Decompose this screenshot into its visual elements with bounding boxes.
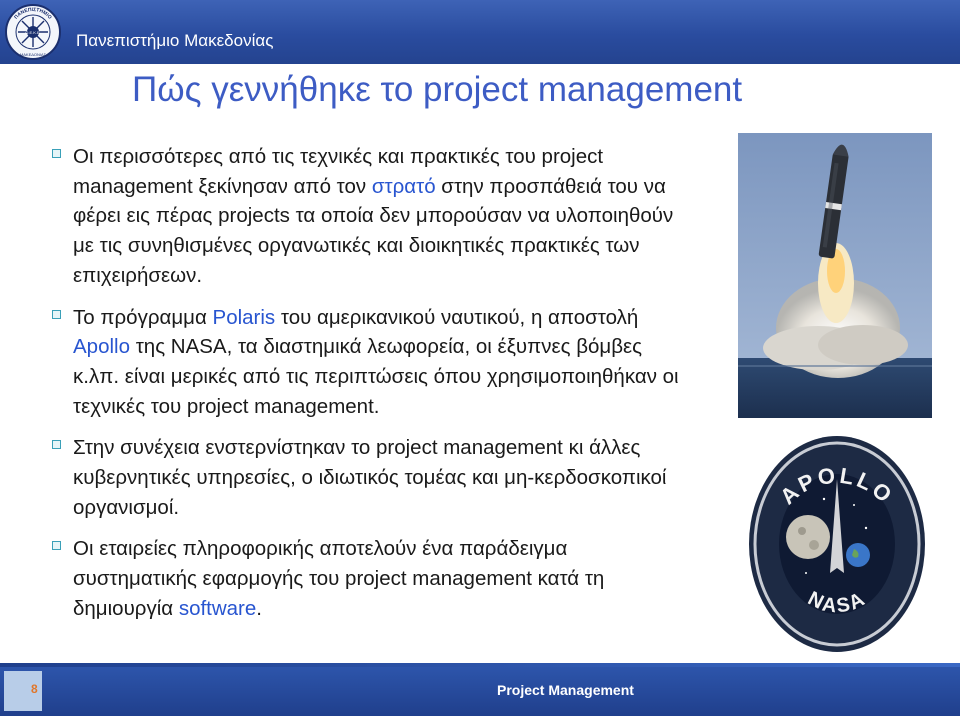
apollo-patch-photo: [746, 433, 928, 655]
seal-top-text: ΠΑΝΕΠΙΣΤΗΜΙΟ: [13, 6, 53, 21]
footer-title: Project Management: [497, 682, 634, 698]
highlight-word: Apollo: [73, 335, 130, 359]
polaris-missile-photo: [738, 133, 932, 418]
slide-title: Πώς γεννήθηκε το project management: [132, 70, 743, 109]
page-number-box: [4, 671, 42, 711]
highlight-word: software: [178, 596, 257, 620]
seal-center-text: Ο.Ε.Κ.Ε.: [25, 30, 41, 35]
bullet-square-icon: [52, 149, 61, 158]
bullet-item: Στην συνέχεια ενστερνίστηκαν το project management κι άλλες κυβερνητικές υπηρεσίες, ο ιδιωτικός τομέας και μη-κερδοσκοπικοί οργανισμοί.: [52, 433, 692, 522]
highlight-word: Polaris: [212, 305, 276, 329]
university-name: Πανεπιστήμιο Μακεδονίας: [76, 31, 274, 50]
footer-bar: [0, 667, 960, 716]
bullet-item: Οι περισσότερες από τις τεχνικές και πρακτικές του project management ξεκίνησαν από τον στρατό στην προσπάθειά του να φέρει εις πέρας projects τα οποία δεν μπορούσαν να υλοποιηθούν με τις συνηθισμένες οργανωτικές και διοικητικές πρακτικές των επιχειρήσεων.: [52, 142, 692, 291]
bullet-square-icon: [52, 440, 61, 449]
patch-top-text: APOLLO: [775, 462, 899, 510]
bullet-item: Οι εταιρείες πληροφορικής αποτελούν ένα παράδειγμα συστηματικής εφαρμογής του project management κατά τη δημιουργία software.: [52, 534, 692, 623]
university-seal-icon: [4, 3, 62, 61]
page-number: 8: [31, 682, 38, 696]
bullet-square-icon: [52, 310, 61, 319]
highlight-word: στρατό: [371, 174, 436, 198]
bullet-square-icon: [52, 541, 61, 550]
seal-bottom-text: ΜΑΚΕΔΟΝΙΑΣ: [19, 52, 47, 57]
header-bar: [0, 0, 960, 64]
patch-bottom-text: NASA: [804, 587, 870, 618]
bullet-list: [52, 142, 692, 636]
bullet-item: Το πρόγραμμα Polaris του αμερικανικού ναυτικού, η αποστολή Apollo της NASA, τα διαστημικά λεωφορεία, οι έξυπνες βόμβες κ.λπ. είναι μερικές από τις περιπτώσεις όπου χρησιμοποιηθήκαν οι τεχνικές του project management.: [52, 303, 692, 422]
